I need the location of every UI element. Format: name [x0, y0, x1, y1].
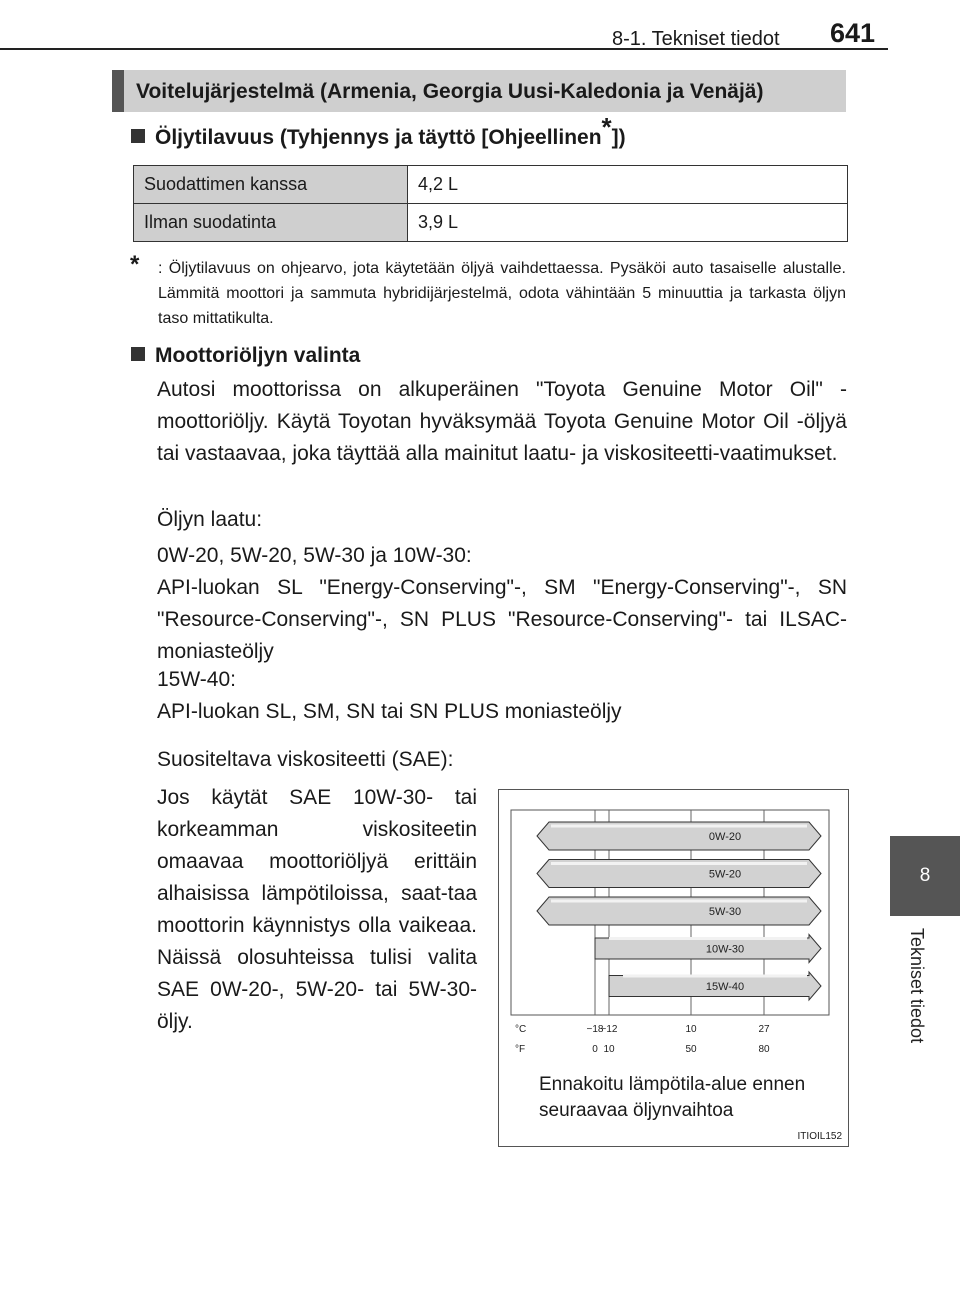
figure-code: ITIOIL152	[797, 1131, 842, 1142]
celsius-tick-label: −18	[586, 1024, 604, 1035]
oil-capacity-table	[133, 165, 848, 242]
viscosity-bar-label: 5W-20	[708, 868, 742, 881]
fahrenheit-tick-label: 0	[592, 1044, 598, 1055]
figure-caption: Ennakoitu lämpötila-alue ennen seuraavaa öljynvaihtoa	[539, 1074, 806, 1121]
oil-selection-heading: Moottoriöljyn valinta	[131, 344, 360, 368]
viscosity-bar-label: 0W-20	[708, 831, 742, 843]
chapter-tab	[890, 836, 960, 916]
table-row	[134, 166, 848, 204]
oil-selection-intro: Autosi moottorissa on alkuperäinen "Toyota Genuine Motor Oil" -moottoriöljy. Käytä Toyotan hyväksymää Toyota Genuine Motor Oil -öljyä tai vastaavaa, joka täyttää alla mainitut laatu- ja viskositeetti-vaatimukset.	[157, 378, 847, 465]
chapter-label: Tekniset tiedot	[907, 928, 927, 1044]
page-number: 641	[830, 18, 876, 48]
grade-group-1-title: 0W-20, 5W-20, 5W-30 ja 10W-30:	[157, 544, 472, 567]
section-title-bar	[112, 70, 846, 112]
celsius-tick-label: 27	[758, 1024, 770, 1035]
header-section-title: 8-1. Tekniset tiedot	[612, 28, 780, 50]
table-cell-value: 3,9 L	[408, 204, 848, 242]
table-cell-label: Ilman suodatinta	[134, 204, 408, 242]
chapter-number: 8	[919, 865, 931, 886]
oil-capacity-heading: Öljytilavuus (Tyhjennys ja täyttö [Ohjeellinen*])	[131, 126, 626, 150]
grade-group-2-title: 15W-40:	[157, 668, 236, 691]
fahrenheit-unit-label: °F	[515, 1044, 526, 1055]
viscosity-chart-figure	[498, 789, 849, 1147]
oil-quality-label: Öljyn laatu:	[157, 508, 263, 531]
capacity-footnote	[130, 251, 846, 331]
section-title: Voitelujärjestelmä (Armenia, Georgia Uusi-Kaledonia ja Venäjä)	[136, 80, 764, 103]
fahrenheit-tick-label: 80	[758, 1044, 770, 1055]
grade-group-1-text: API-luokan SL "Energy-Conserving"-, SM "Energy-Conserving"-, SN "Resource-Conserving"-, SN PLUS "Resource-Conserving"- tai ILSAC-moniasteöljy	[157, 576, 847, 663]
viscosity-bar-label: 5W-30	[708, 906, 742, 918]
celsius-unit-label: °C	[515, 1024, 527, 1035]
table-cell-label: Suodattimen kanssa	[134, 166, 408, 204]
table-row	[134, 204, 848, 242]
viscosity-label: Suositeltava viskositeetti (SAE):	[157, 748, 454, 771]
grade-group-2-text: API-luokan SL, SM, SN tai SN PLUS moniasteöljy	[157, 700, 622, 723]
section-marker	[112, 70, 124, 112]
viscosity-bar-label: 10W-30	[705, 943, 745, 956]
footnote-text: : Öljytilavuus on ohjearvo, jota käytetään öljyä vaihdettaessa. Pysäköi auto tasaiselle alustalle. Lämmitä moottori ja sammuta hybridijärjestelmä, odota vähintään 5 minuuttia ja tarkasta öljyn taso mittatikulta.	[158, 260, 846, 327]
celsius-tick-label: 10	[685, 1024, 697, 1035]
footnote-mark: *	[130, 251, 140, 278]
square-bullet-icon	[131, 347, 145, 361]
fahrenheit-tick-label: 50	[685, 1044, 697, 1055]
square-bullet-icon	[131, 129, 145, 143]
viscosity-bar-label: 15W-40	[705, 981, 745, 993]
table-cell-value: 4,2 L	[408, 166, 848, 204]
viscosity-text: Jos käytät SAE 10W-30- tai korkeamman viskositeetin omaavaa moottoriöljyä erittäin alhaisissa lämpötiloissa, saat-taa moottorin käynnistys olla vaikeaa. Näissä olosuhteissa tulisi valita SAE 0W-20-, 5W-20- tai 5W-30-öljy.	[157, 786, 477, 1033]
fahrenheit-tick-label: 10	[603, 1044, 615, 1055]
celsius-tick-label: −12	[600, 1024, 618, 1035]
